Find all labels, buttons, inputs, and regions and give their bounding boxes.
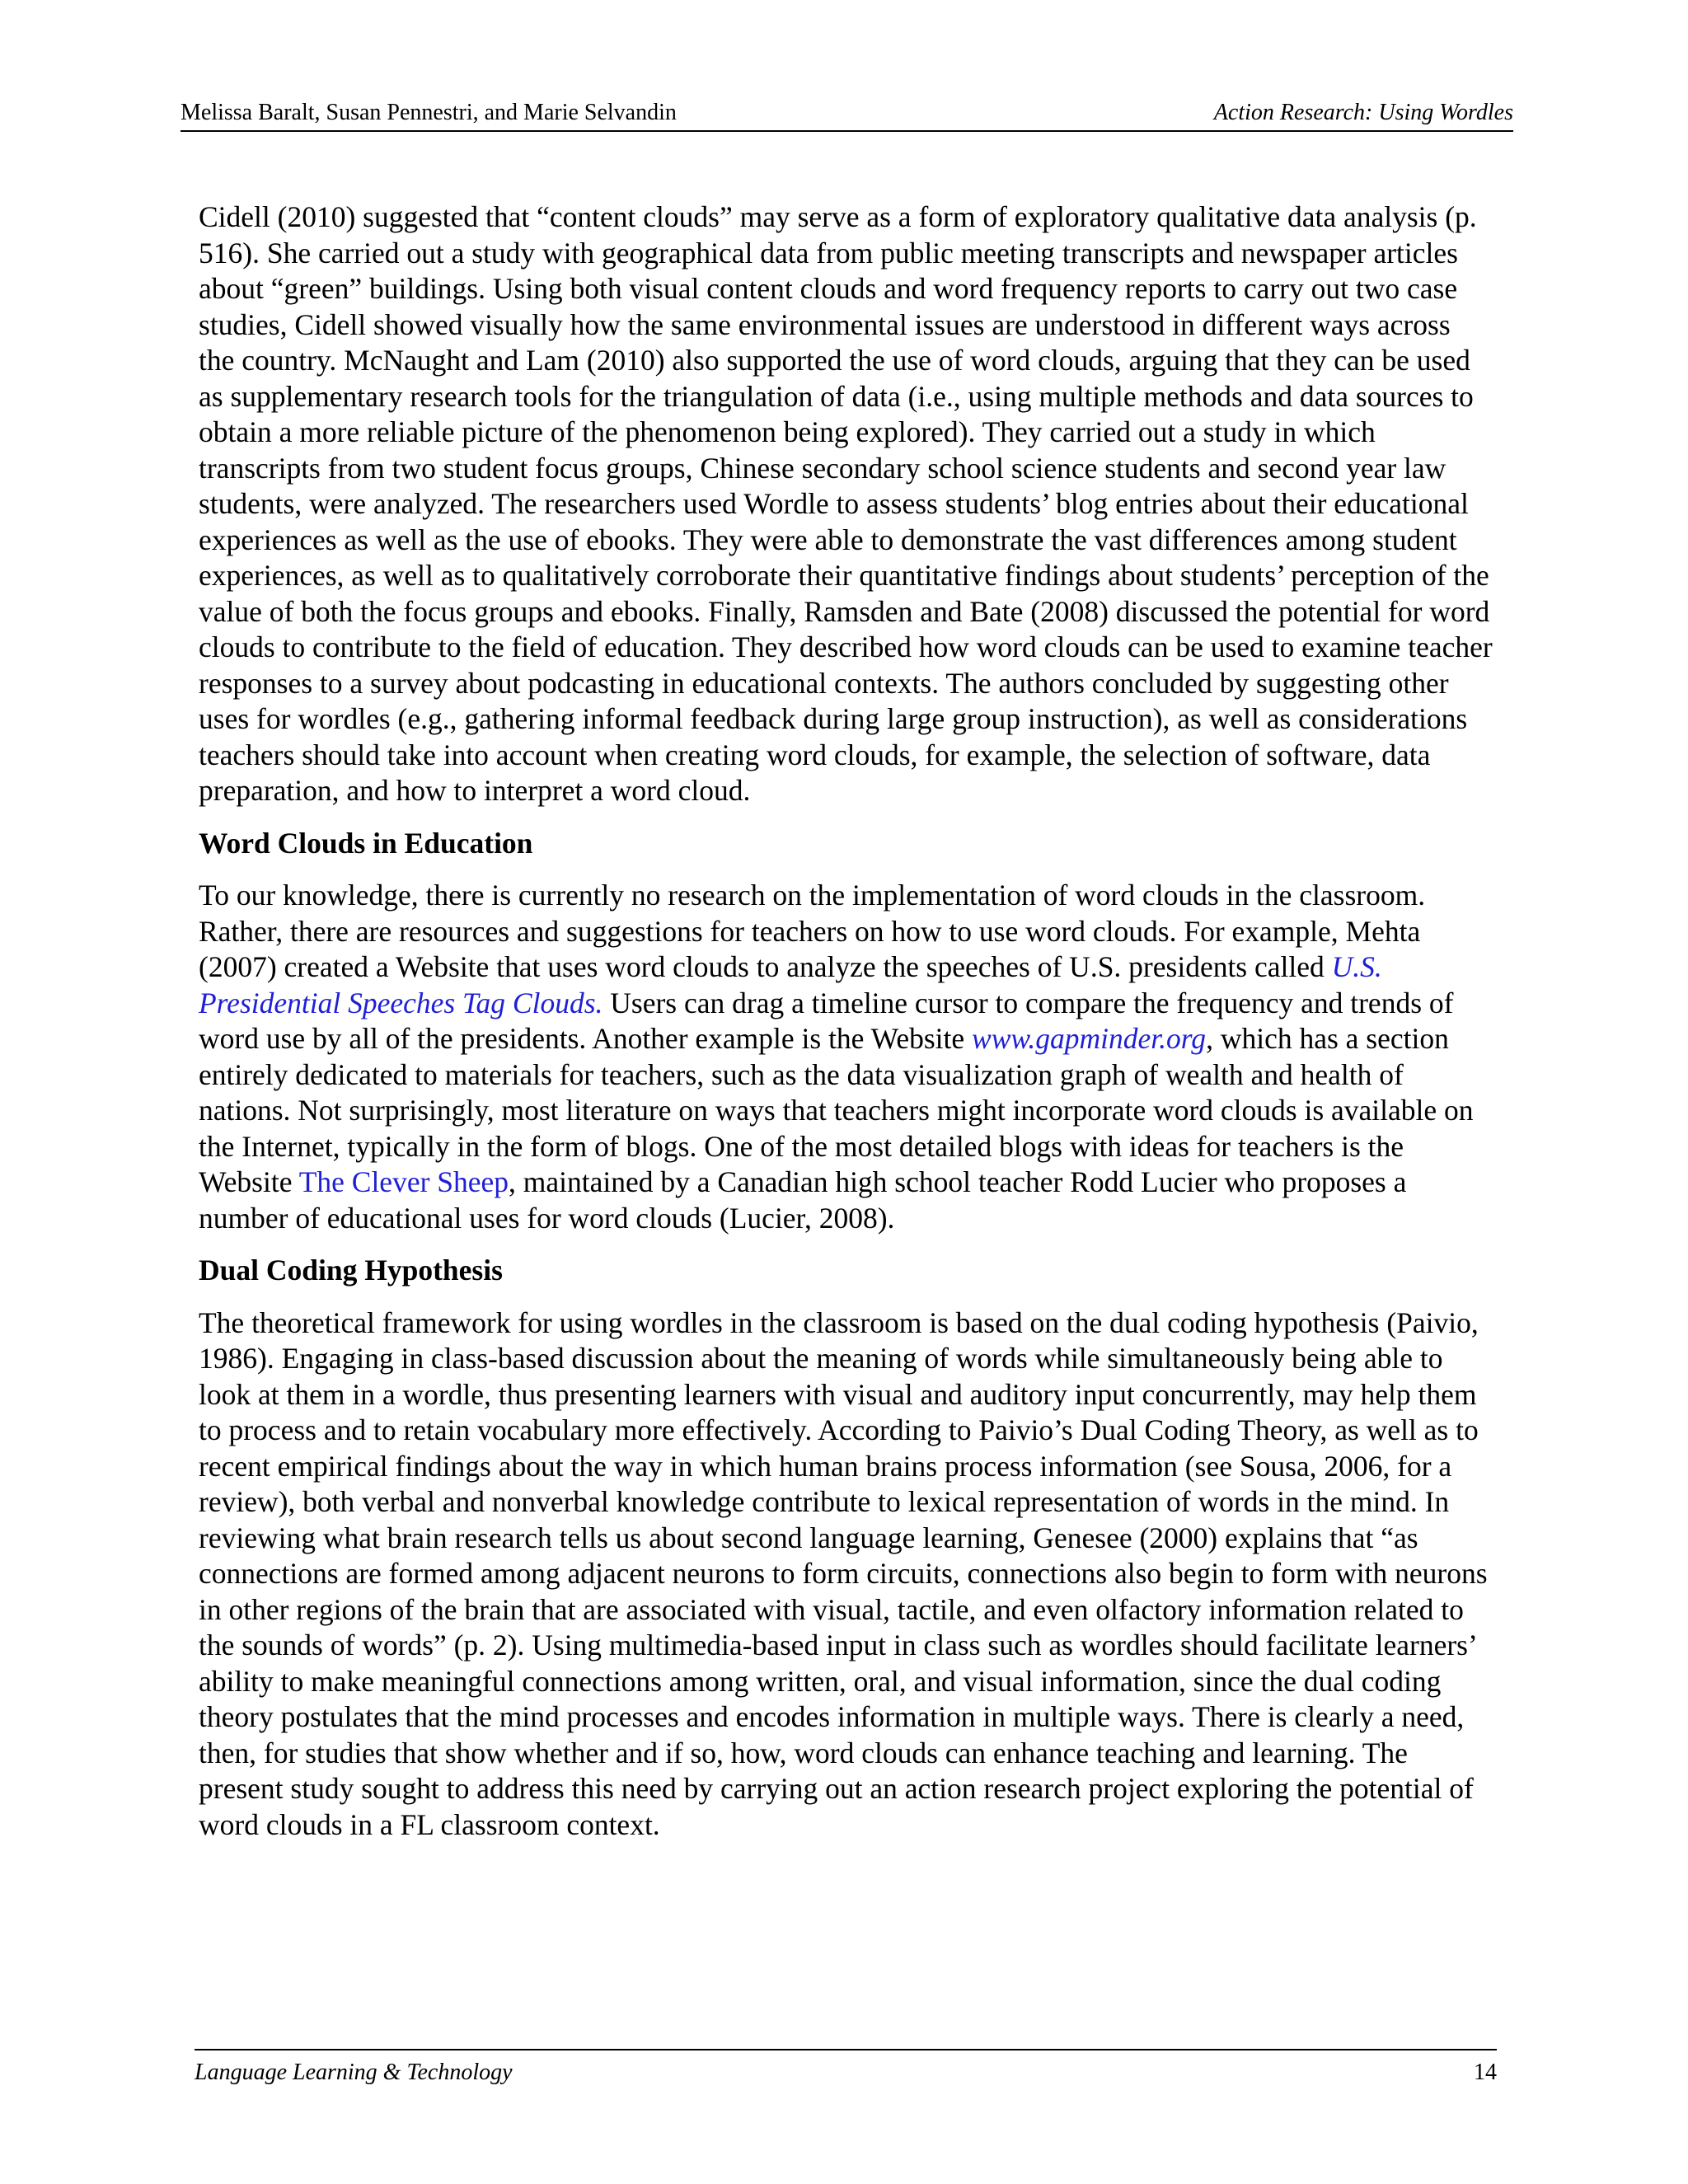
link-gapminder[interactable]: www.gapminder.org <box>972 1022 1207 1055</box>
paragraph-text: , maintained by a Canadian high school teacher Rodd Lucier who proposes a number of educational uses for word clouds (Lucier, 2008). <box>199 1165 1407 1235</box>
paragraph-text: , which has a section entirely dedicated to materials for teachers, such as the data visualization graph of wealth and health of nations. Not surprisingly, most literature on ways that teachers might incorporate word clouds is available on the Internet, typically in the form of blogs. One of the most detailed blogs with ideas for teachers is the Website <box>199 1022 1474 1198</box>
running-header <box>181 99 1513 132</box>
page-footer <box>195 2049 1497 2085</box>
article-body <box>199 199 1493 1843</box>
paragraph-text: Users can drag a timeline cursor to compare the frequency and trends of word use by all of the presidents. Another example is the Website <box>199 986 1454 1055</box>
header-authors: Melissa Baralt, Susan Pennestri, and Marie Selvandin <box>181 100 677 125</box>
section-heading-word-clouds-in-education: Word Clouds in Education <box>199 826 533 860</box>
footer-journal-name: Language Learning & Technology <box>195 2060 513 2085</box>
footer-page-number: 14 <box>1474 2060 1497 2085</box>
header-running-title: Action Research: Using Wordles <box>1213 100 1513 125</box>
section-heading-dual-coding-hypothesis: Dual Coding Hypothesis <box>199 1254 503 1286</box>
link-clever-sheep[interactable]: The Clever Sheep <box>298 1165 509 1198</box>
link-us-presidential-speeches[interactable]: U.S. Presidential Speeches Tag Clouds. <box>199 950 1382 1019</box>
paragraph-text: To our knowledge, there is currently no research on the implementation of word clouds in the classroom. Rather, there are resources and suggestions for teachers on how to use word clouds. For example, Mehta (2007) created a Website that uses word clouds to analyze the speeches of U.S. presidents called <box>199 879 1426 983</box>
paragraph-literature-review: Cidell (2010) suggested that “content clouds” may serve as a form of exploratory qualitative data analysis (p. 516). She carried out a study with geographical data from public meeting transcripts and newspaper articles about “green” buildings. Using both visual content clouds and word frequency reports to carry out two case studies, Cidell showed visually how the same environmental issues are understood in different ways across the country. McNaught and Lam (2010) also supported the use of word clouds, arguing that they can be used as supplementary research tools for the triangulation of data (i.e., using multiple methods and data sources to obtain a more reliable picture of the phenomenon being explored). They carried out a study in which transcripts from two student focus groups, Chinese secondary school science students and second year law students, were analyzed. The researchers used Wordle to assess students’ blog entries about their educational experiences as well as the use of ebooks. They were able to demonstrate the vast differences among student experiences, as well as to qualitatively corroborate their quantitative findings about students’ perception of the value of both the focus groups and ebooks. Finally, Ramsden and Bate (2008) discussed the potential for word clouds to contribute to the field of education. They described how word clouds can be used to examine teacher responses to a survey about podcasting in educational contexts. The authors concluded by suggesting other uses for wordles (e.g., gathering informal feedback during large group instruction), as well as considerations teachers should take into account when creating word clouds, for example, the selection of software, data preparation, and how to interpret a word cloud. <box>199 200 1493 807</box>
paragraph-word-clouds-in-education <box>199 878 1493 1236</box>
paragraph-dual-coding-hypothesis: The theoretical framework for using wordles in the classroom is based on the dual coding hypothesis (Paivio, 1986). Engaging in class-based discussion about the meaning of words while simultaneously being able to look at them in a wordle, thus presenting learners with visual and auditory input concurrently, may help them to process and to retain vocabulary more effectively. According to Paivio’s Dual Coding Theory, as well as to recent empirical findings about the way in which human brains process information (see Sousa, 2006, for a review), both verbal and nonverbal knowledge contribute to lexical representation of words in the mind. In reviewing what brain research tells us about second language learning, Genesee (2000) explains that “as connections are formed among adjacent neurons to form circuits, connections also begin to form with neurons in other regions of the brain that are associated with visual, tactile, and even olfactory information related to the sounds of words” (p. 2). Using multimedia-based input in class such as wordles should facilitate learners’ ability to make meaningful connections among written, oral, and visual information, since the dual coding theory postulates that the mind processes and encodes information in multiple ways. There is clearly a need, then, for studies that show whether and if so, how, word clouds can enhance teaching and learning. The present study sought to address this need by carrying out an action research project exploring the potential of word clouds in a FL classroom context. <box>199 1305 1488 1841</box>
